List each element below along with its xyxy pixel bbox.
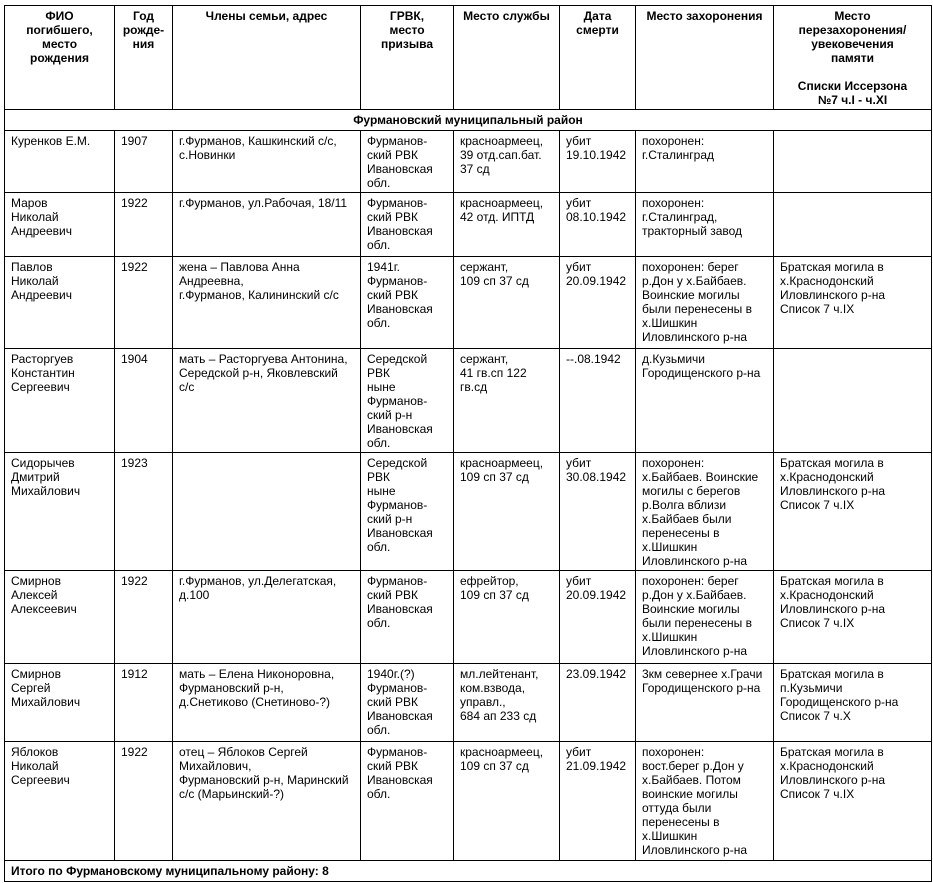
header-burial: Место захоронения: [636, 6, 774, 110]
cell-family: жена – Павлова Анна Андреевна, г.Фурманов, Калининский с/с: [173, 257, 361, 349]
cell-rvk: Фурманов- ский РВК Ивановская обл.: [361, 742, 454, 861]
cell-death: убит 20.09.1942: [560, 257, 636, 349]
cell-family: г.Фурманов, Кашкинский с/с, с.Новинки: [173, 131, 361, 193]
cell-death: 23.09.1942: [560, 664, 636, 742]
cell-burial: похоронен: г.Сталинград, тракторный завод: [636, 193, 774, 257]
table-row: [5, 571, 932, 664]
cell-reburial: [774, 349, 932, 453]
table-row: [5, 742, 932, 861]
cell-reburial: [774, 193, 932, 257]
cell-name: Смирнов Сергей Михайлович: [5, 664, 115, 742]
table-row: [5, 193, 932, 257]
table-row: [5, 131, 932, 193]
cell-service: красноармеец, 109 сп 37 сд: [454, 453, 560, 571]
cell-service: мл.лейтенант, ком.взвода, управл., 684 ап 233 сд: [454, 664, 560, 742]
total-row: [5, 861, 932, 882]
cell-name: Расторгуев Константин Сергеевич: [5, 349, 115, 453]
cell-service: ефрейтор, 109 сп 37 сд: [454, 571, 560, 664]
cell-death: убит 08.10.1942: [560, 193, 636, 257]
cell-rvk: Середской РВК ныне Фурманов- ский р-н Ивановская обл.: [361, 453, 454, 571]
cell-service: красноармеец, 42 отд. ИПТД: [454, 193, 560, 257]
cell-family: г.Фурманов, ул.Рабочая, 18/11: [173, 193, 361, 257]
cell-family: [173, 453, 361, 571]
cell-year: 1904: [115, 349, 173, 453]
cell-death: убит 21.09.1942: [560, 742, 636, 861]
header-family: Члены семьи, адрес: [173, 6, 361, 110]
cell-service: красноармеец, 109 сп 37 сд: [454, 742, 560, 861]
total-label: Итого по Фурмановскому муниципальному району: 8: [5, 861, 932, 882]
cell-burial: похоронен: берег р.Дон у х.Байбаев. Воинские могилы были перенесены в х.Шишкин Иловлинского р-на: [636, 257, 774, 349]
cell-rvk: Середской РВК ныне Фурманов- ский р-н Ивановская обл.: [361, 349, 454, 453]
cell-reburial: [774, 131, 932, 193]
cell-burial: похоронен: г.Сталинград: [636, 131, 774, 193]
cell-burial: д.Кузьмичи Городищенского р-на: [636, 349, 774, 453]
cell-death: убит 30.08.1942: [560, 453, 636, 571]
region-title: Фурмановский муниципальный район: [5, 110, 932, 131]
table-row: [5, 257, 932, 349]
cell-name: Смирнов Алексей Алексеевич: [5, 571, 115, 664]
cell-name: Павлов Николай Андреевич: [5, 257, 115, 349]
header-reburial: Место перезахоронения/ увековечения памяти Списки Иссерзона №7 ч.I - ч.XI: [774, 6, 932, 110]
cell-death: убит 20.09.1942: [560, 571, 636, 664]
cell-year: 1922: [115, 257, 173, 349]
cell-year: 1907: [115, 131, 173, 193]
cell-reburial: Братская могила в п.Кузьмичи Городищенского р-на Список 7 ч.X: [774, 664, 932, 742]
cell-reburial: Братская могила в х.Краснодонский Иловлинского р-на Список 7 ч.IX: [774, 742, 932, 861]
cell-year: 1923: [115, 453, 173, 571]
cell-service: сержант, 109 сп 37 сд: [454, 257, 560, 349]
cell-reburial: Братская могила в х.Краснодонский Иловлинского р-на Список 7 ч.IX: [774, 453, 932, 571]
cell-burial: 3км севернее х.Грачи Городищенского р-на: [636, 664, 774, 742]
cell-name: Маров Николай Андреевич: [5, 193, 115, 257]
cell-name: Яблоков Николай Сергеевич: [5, 742, 115, 861]
cell-rvk: 1940г.(?) Фурманов- ский РВК Ивановская обл.: [361, 664, 454, 742]
cell-death: убит 19.10.1942: [560, 131, 636, 193]
cell-family: г.Фурманов, ул.Делегатская, д.100: [173, 571, 361, 664]
cell-death: --.08.1942: [560, 349, 636, 453]
cell-year: 1922: [115, 571, 173, 664]
cell-reburial: Братская могила в х.Краснодонский Иловлинского р-на Список 7 ч.IX: [774, 257, 932, 349]
header-row: [5, 6, 932, 110]
cell-rvk: Фурманов- ский РВК Ивановская обл.: [361, 131, 454, 193]
cell-rvk: 1941г. Фурманов- ский РВК Ивановская обл.: [361, 257, 454, 349]
table-row: [5, 664, 932, 742]
cell-service: красноармеец, 39 отд.сап.бат. 37 сд: [454, 131, 560, 193]
cell-service: сержант, 41 гв.сп 122 гв.сд: [454, 349, 560, 453]
table-row: [5, 453, 932, 571]
cell-family: отец – Яблоков Сергей Михайлович, Фурмановский р-н, Маринский с/с (Марьинский-?): [173, 742, 361, 861]
cell-family: мать – Елена Никоноровна, Фурмановский р-н, д.Снетиково (Снетиново-?): [173, 664, 361, 742]
memorial-table: [4, 5, 932, 882]
cell-burial: похоронен: х.Байбаев. Воинские могилы с берегов р.Волга вблизи х.Байбаев были перенесены в х.Шишкин Иловлинского р-на: [636, 453, 774, 571]
region-row: [5, 110, 932, 131]
cell-family: мать – Расторгуева Антонина, Середской р-н, Яковлевский с/с: [173, 349, 361, 453]
cell-burial: похоронен: вост.берег р.Дон у х.Байбаев. Потом воинские могилы оттуда были перенесены в х.Шишкин Иловлинского р-на: [636, 742, 774, 861]
header-death: Дата смерти: [560, 6, 636, 110]
cell-year: 1922: [115, 742, 173, 861]
cell-burial: похоронен: берег р.Дон у х.Байбаев. Воинские могилы были перенесены в х.Шишкин Иловлинского р-на: [636, 571, 774, 664]
cell-rvk: Фурманов- ский РВК Ивановская обл.: [361, 193, 454, 257]
cell-year: 1922: [115, 193, 173, 257]
header-rvk: ГРВК, место призыва: [361, 6, 454, 110]
table-row: [5, 349, 932, 453]
cell-rvk: Фурманов- ский РВК Ивановская обл.: [361, 571, 454, 664]
cell-year: 1912: [115, 664, 173, 742]
header-year: Год рожде- ния: [115, 6, 173, 110]
cell-reburial: Братская могила в х.Краснодонский Иловлинского р-на Список 7 ч.IX: [774, 571, 932, 664]
cell-name: Куренков Е.М.: [5, 131, 115, 193]
header-name: ФИО погибшего, место рождения: [5, 6, 115, 110]
header-service: Место службы: [454, 6, 560, 110]
cell-name: Сидорычев Дмитрий Михайлович: [5, 453, 115, 571]
